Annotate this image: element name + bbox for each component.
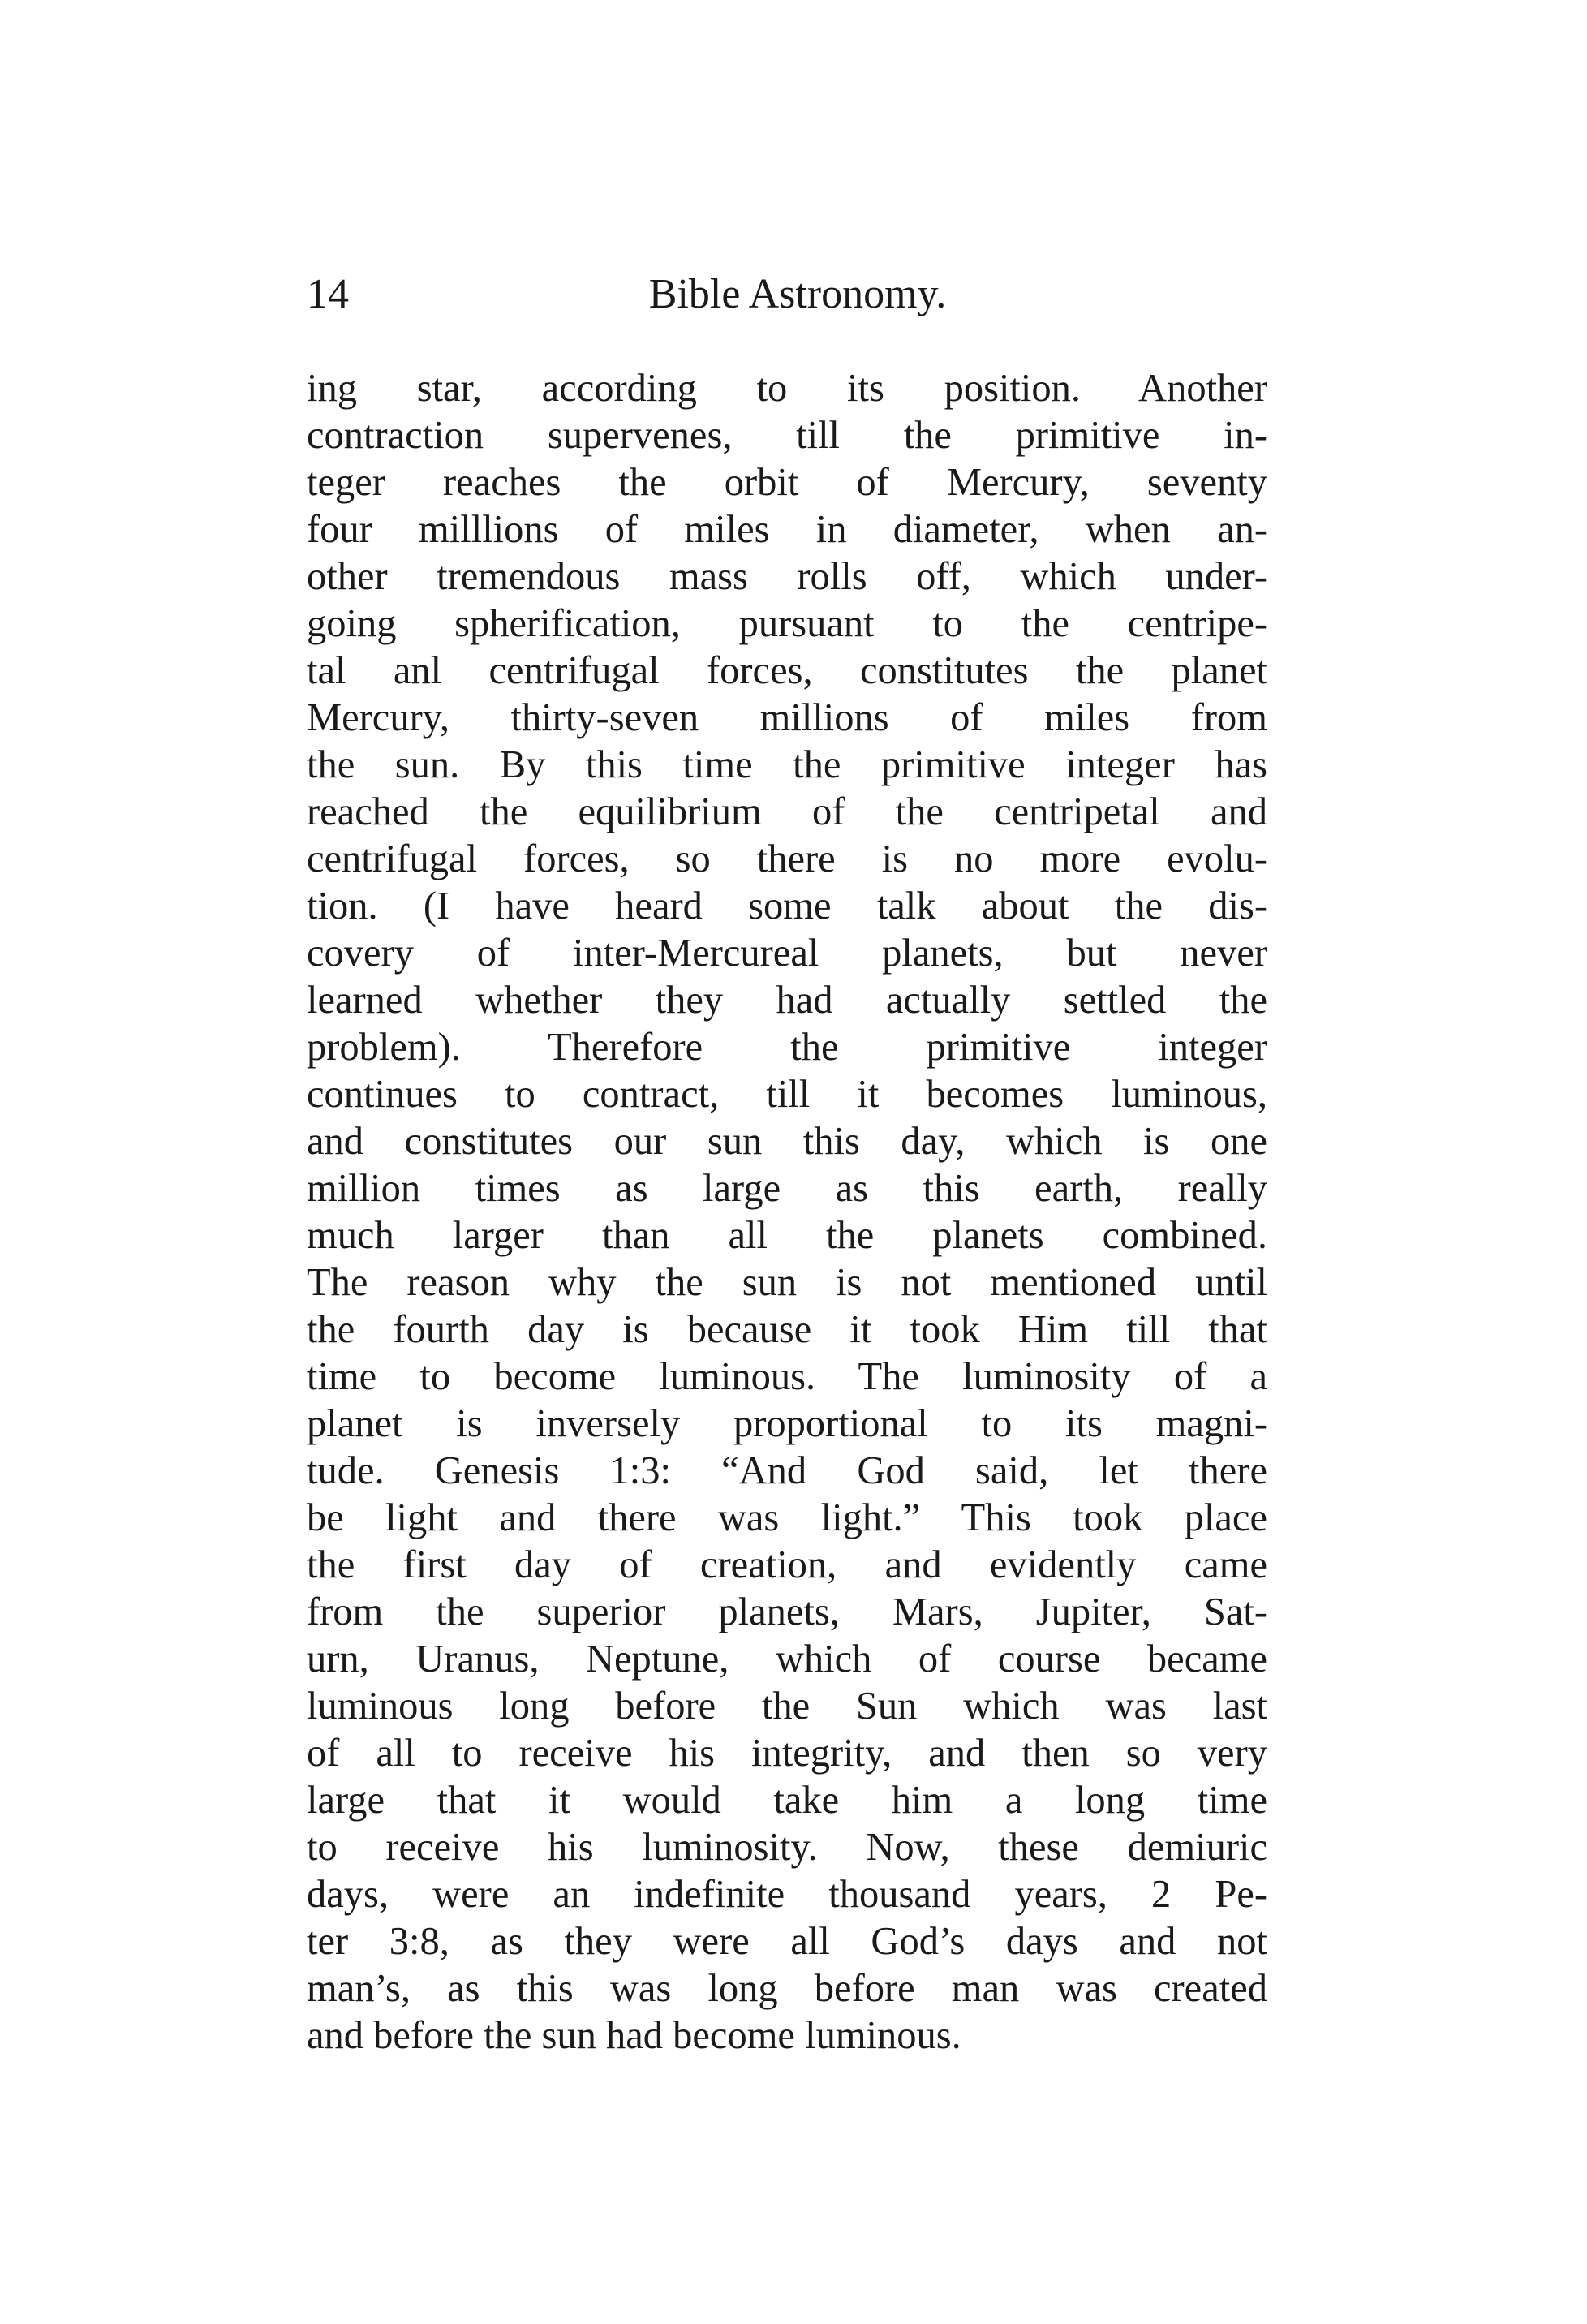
text-line: other tremendous mass rolls off, which under- xyxy=(307,555,1267,598)
text-line: reached the equilibrium of the centripetal and xyxy=(307,790,1267,833)
text-line: contraction supervenes, till the primitive in- xyxy=(307,414,1267,457)
text-line: and before the sun had become luminous. xyxy=(307,2014,961,2057)
text-line: of all to receive his integrity, and then so very xyxy=(307,1732,1267,1775)
text-line: the fourth day is because it took Him till that xyxy=(307,1308,1267,1351)
text-line: problem). Therefore the primitive integer xyxy=(307,1026,1267,1069)
text-line: ter 3:8, as they were all God’s days and not xyxy=(307,1920,1267,1963)
text-line: going spherification, pursuant to the centripe- xyxy=(307,602,1267,645)
text-line: covery of inter-Mercureal planets, but never xyxy=(307,932,1267,975)
text-line: learned whether they had actually settled the xyxy=(307,979,1267,1022)
text-line: tion. (I have heard some talk about the dis- xyxy=(307,884,1267,927)
text-line: centrifugal forces, so there is no more evolu- xyxy=(307,837,1267,880)
text-line: Mercury, thirty-seven millions of miles from xyxy=(307,696,1267,739)
text-line: man’s, as this was long before man was created xyxy=(307,1967,1267,2010)
text-line: ing star, according to its position. Another xyxy=(307,367,1267,410)
text-line: to receive his luminosity. Now, these demiuric xyxy=(307,1826,1267,1869)
text-line: the first day of creation, and evidently came xyxy=(307,1543,1267,1586)
page-number: 14 xyxy=(307,271,349,317)
text-line: tal anl centrifugal forces, constitutes the planet xyxy=(307,649,1267,692)
text-line: and constitutes our sun this day, which is one xyxy=(307,1120,1267,1163)
text-line: planet is inversely proportional to its magni- xyxy=(307,1402,1267,1445)
text-line: be light and there was light.” This took place xyxy=(307,1496,1267,1539)
text-line: days, were an indefinite thousand years, 2 Pe- xyxy=(307,1873,1267,1916)
text-line: large that it would take him a long time xyxy=(307,1779,1267,1822)
text-line: time to become luminous. The luminosity of a xyxy=(307,1355,1267,1398)
text-line: continues to contract, till it becomes luminous, xyxy=(307,1073,1267,1116)
text-line: tude. Genesis 1:3: “And God said, let there xyxy=(307,1449,1267,1492)
running-head xyxy=(307,266,1288,323)
text-line: urn, Uranus, Neptune, which of course became xyxy=(307,1638,1267,1681)
text-line: from the superior planets, Mars, Jupiter, Sat- xyxy=(307,1590,1267,1633)
running-title: Bible Astronomy. xyxy=(648,271,947,317)
text-line: teger reaches the orbit of Mercury, seventy xyxy=(307,461,1267,504)
body-text xyxy=(307,365,1267,2059)
text-line: four milllions of miles in diameter, when an- xyxy=(307,508,1267,551)
text-line: much larger than all the planets combined. xyxy=(307,1214,1267,1257)
text-line: million times as large as this earth, really xyxy=(307,1167,1267,1210)
text-line: The reason why the sun is not mentioned until xyxy=(307,1261,1267,1304)
text-line: luminous long before the Sun which was last xyxy=(307,1685,1267,1728)
text-line: the sun. By this time the primitive integer has xyxy=(307,743,1267,786)
